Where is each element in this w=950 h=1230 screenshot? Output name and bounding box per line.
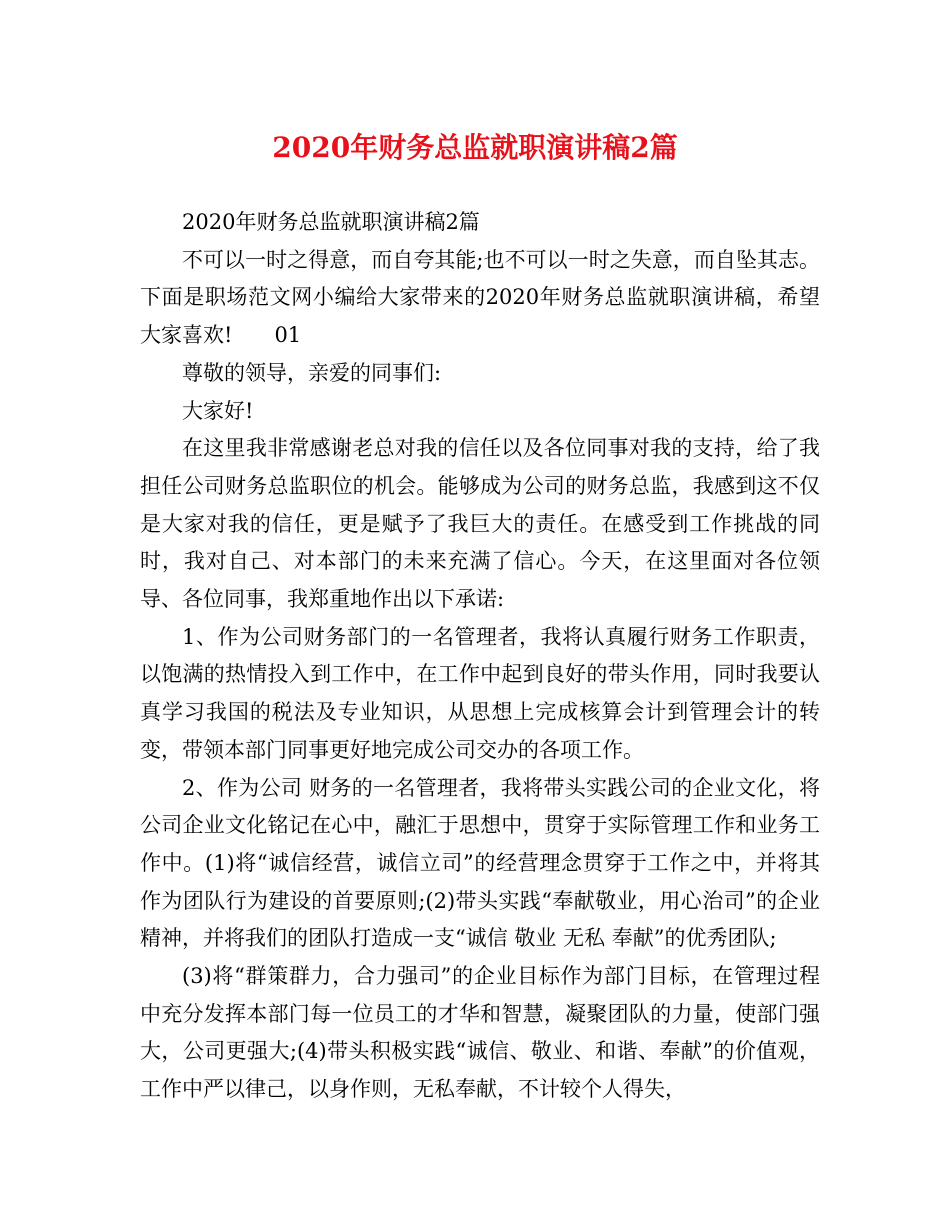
paragraph-subtitle: 2020年财务总监就职演讲稿2篇 <box>182 210 480 234</box>
paragraph-salutation: 尊敬的领导，亲爱的同事们: <box>182 360 442 385</box>
paragraph-thanks: 在这里我非常感谢老总对我的信任以及各位同事对我的支持，给了我担任公司财务总监职位的机会。能够成为公司的财务总监，我感到这不仅是大家对我的信任，更是赋予了我巨大的责任。在感受到工作挑战的同时，我对自己、对本部门的未来充满了信心。今天，在这里面对各位领导、各位同事，我郑重地作出以下承诺: <box>140 436 820 612</box>
paragraph-intro: 不可以一时之得意，而自夸其能;也不可以一时之失意，而自坠其志。下面是职场范文网小编给大家带来的2020年财务总监就职演讲稿，希望大家喜欢! 01 <box>140 247 820 348</box>
paragraph-greeting: 大家好! <box>182 398 254 423</box>
paragraph-commitment-2-cont: (3)将“群策群力，合力强司”的企业目标作为部门目标，在管理过程中充分发挥本部门每一位员工的才华和智慧，凝聚团队的力量，使部门强大，公司更强大;(4)带头积极实践“诚信、敬业、和谐、奉献”的价值观，工作中严以律己，以身作则，无私奉献，不计较个人得失， <box>140 964 820 1102</box>
paragraph-commitment-2: 2、作为公司 财务的一名管理者，我将带头实践公司的企业文化，将公司企业文化铭记在心中，融汇于思想中，贯穿于实际管理工作和业务工作中。(1)将“诚信经营，诚信立司”的经营理念贯穿于工作之中，并将其作为团队行为建设的首要原则;(2)带头实践“奉献敬业，用心治司”的企业精神，并将我们的团队打造成一支“诚信 敬业 无私 奉献”的优秀团队; <box>140 775 820 951</box>
document-body <box>140 204 820 1109</box>
document-title: 2020年财务总监就职演讲稿2篇 <box>272 131 678 164</box>
paragraph-commitment-1: 1、作为公司财务部门的一名管理者，我将认真履行财务工作职责，以饱满的热情投入到工作中，在工作中起到良好的带头作用，同时我要认真学习我国的税法及专业知识，从思想上完成核算会计到管理会计的转变，带领本部门同事更好地完成公司交办的各项工作。 <box>140 624 820 762</box>
